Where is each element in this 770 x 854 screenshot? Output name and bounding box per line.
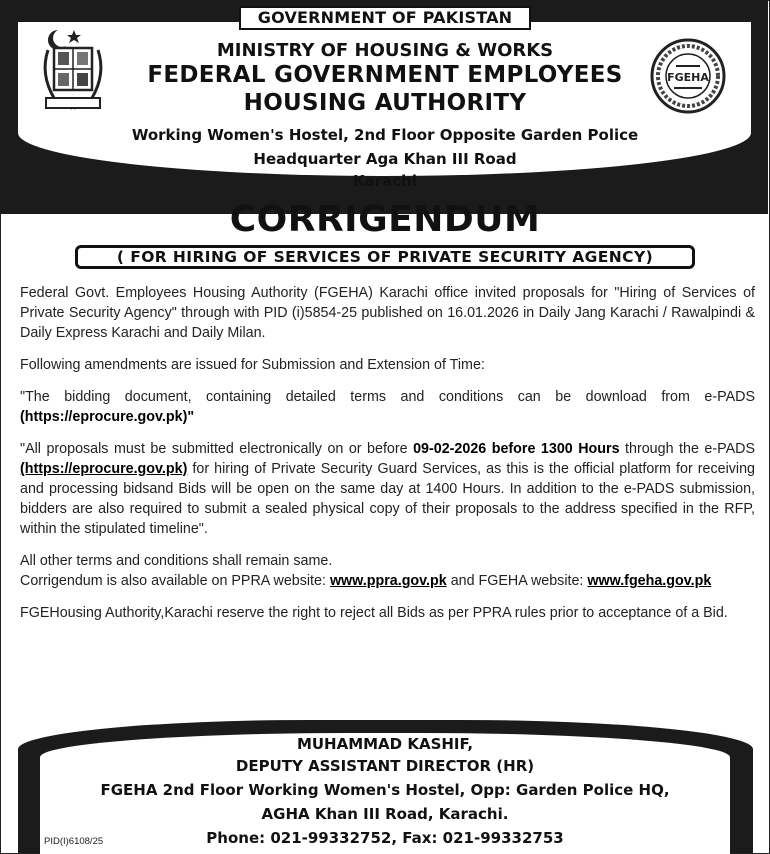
submission-text-b: through the e-PADS: [619, 441, 755, 457]
paragraph-other-terms: All other terms and conditions shall remain same.: [20, 553, 333, 569]
websites-text-a: Corrigendum is also available on PPRA website:: [20, 573, 330, 589]
authority-title-line2: HOUSING AUTHORITY: [243, 90, 527, 116]
ministry-title: MINISTRY OF HOUSING & WORKS: [216, 40, 554, 61]
ppra-website-link[interactable]: www.ppra.gov.pk: [329, 573, 447, 589]
paragraph-websites: [20, 571, 755, 591]
submission-deadline: 09-02-2026 before 1300 Hours: [413, 441, 620, 457]
notice-subtitle-box: [75, 245, 695, 269]
footer-address-line2: AGHA Khan III Road, Karachi.: [261, 805, 509, 823]
epads-link-2[interactable]: (https://eprocure.gov.pk): [20, 461, 188, 477]
footer-address-line1: FGEHA 2nd Floor Working Women's Hostel, Opp: Garden Police HQ,: [100, 781, 670, 799]
fgeha-logo-text: FGEHA: [667, 71, 709, 84]
paragraph-submission: [20, 439, 755, 539]
address-line3: Karachi: [353, 172, 417, 190]
notice-title: CORRIGENDUM: [229, 199, 541, 240]
signatory-name: MUHAMMAD KASHIF,: [296, 735, 474, 753]
pid-number: PID(I)6108/25: [44, 836, 104, 847]
epads-link[interactable]: (https://eprocure.gov.pk)": [20, 409, 195, 425]
paragraph-bidding-document: [20, 387, 755, 427]
notice-body: [20, 283, 755, 635]
government-title: GOVERNMENT OF PAKISTAN: [257, 8, 513, 27]
submission-text-c: for hiring of Private Security Guard Services, as this is the official platform for receiving and processing bidsand Bids will be open on the same day at 1400 Hours. In addition to the e-PADS submission, bidders are also required to submit a sealed physical copy of their proposals to the address specified in the RFP, within the stipulated timeline".: [20, 461, 755, 537]
government-banner: [239, 6, 531, 30]
bidding-document-text: "The bidding document, containing detailed terms and conditions can be download from e-PADS: [20, 389, 755, 405]
submission-text-a: "All proposals must be submitted electronically on or before: [20, 441, 414, 457]
footer-contact: Phone: 021-99332752, Fax: 021-99332753: [206, 829, 564, 847]
address-line1: Working Women's Hostel, 2nd Floor Opposite Garden Police: [131, 126, 639, 144]
authority-title-line1: FEDERAL GOVERNMENT EMPLOYEES: [147, 62, 623, 88]
fgeha-website-link[interactable]: www.fgeha.gov.pk: [587, 573, 712, 589]
websites-text-b: and FGEHA website:: [446, 573, 588, 589]
address-line2: Headquarter Aga Khan III Road: [253, 150, 517, 168]
paragraph-amendments: Following amendments are issued for Submission and Extension of Time:: [20, 357, 485, 373]
paragraph-reservation: FGEHousing Authority,Karachi reserve the right to reject all Bids as per PPRA rules prior to acceptance of a Bid.: [20, 605, 728, 621]
paragraph-intro: Federal Govt. Employees Housing Authority (FGEHA) Karachi office invited proposals for "Hiring of Services of Private Security Agency" through with PID (i)5854-25 published on 16.01.2026 in Daily Jang Karachi / Rawalpindi & Daily Express Karachi and Daily Milan.: [20, 285, 755, 341]
signatory-designation: DEPUTY ASSISTANT DIRECTOR (HR): [235, 757, 535, 775]
notice-subtitle: ( FOR HIRING OF SERVICES OF PRIVATE SECURITY AGENCY): [116, 248, 654, 266]
